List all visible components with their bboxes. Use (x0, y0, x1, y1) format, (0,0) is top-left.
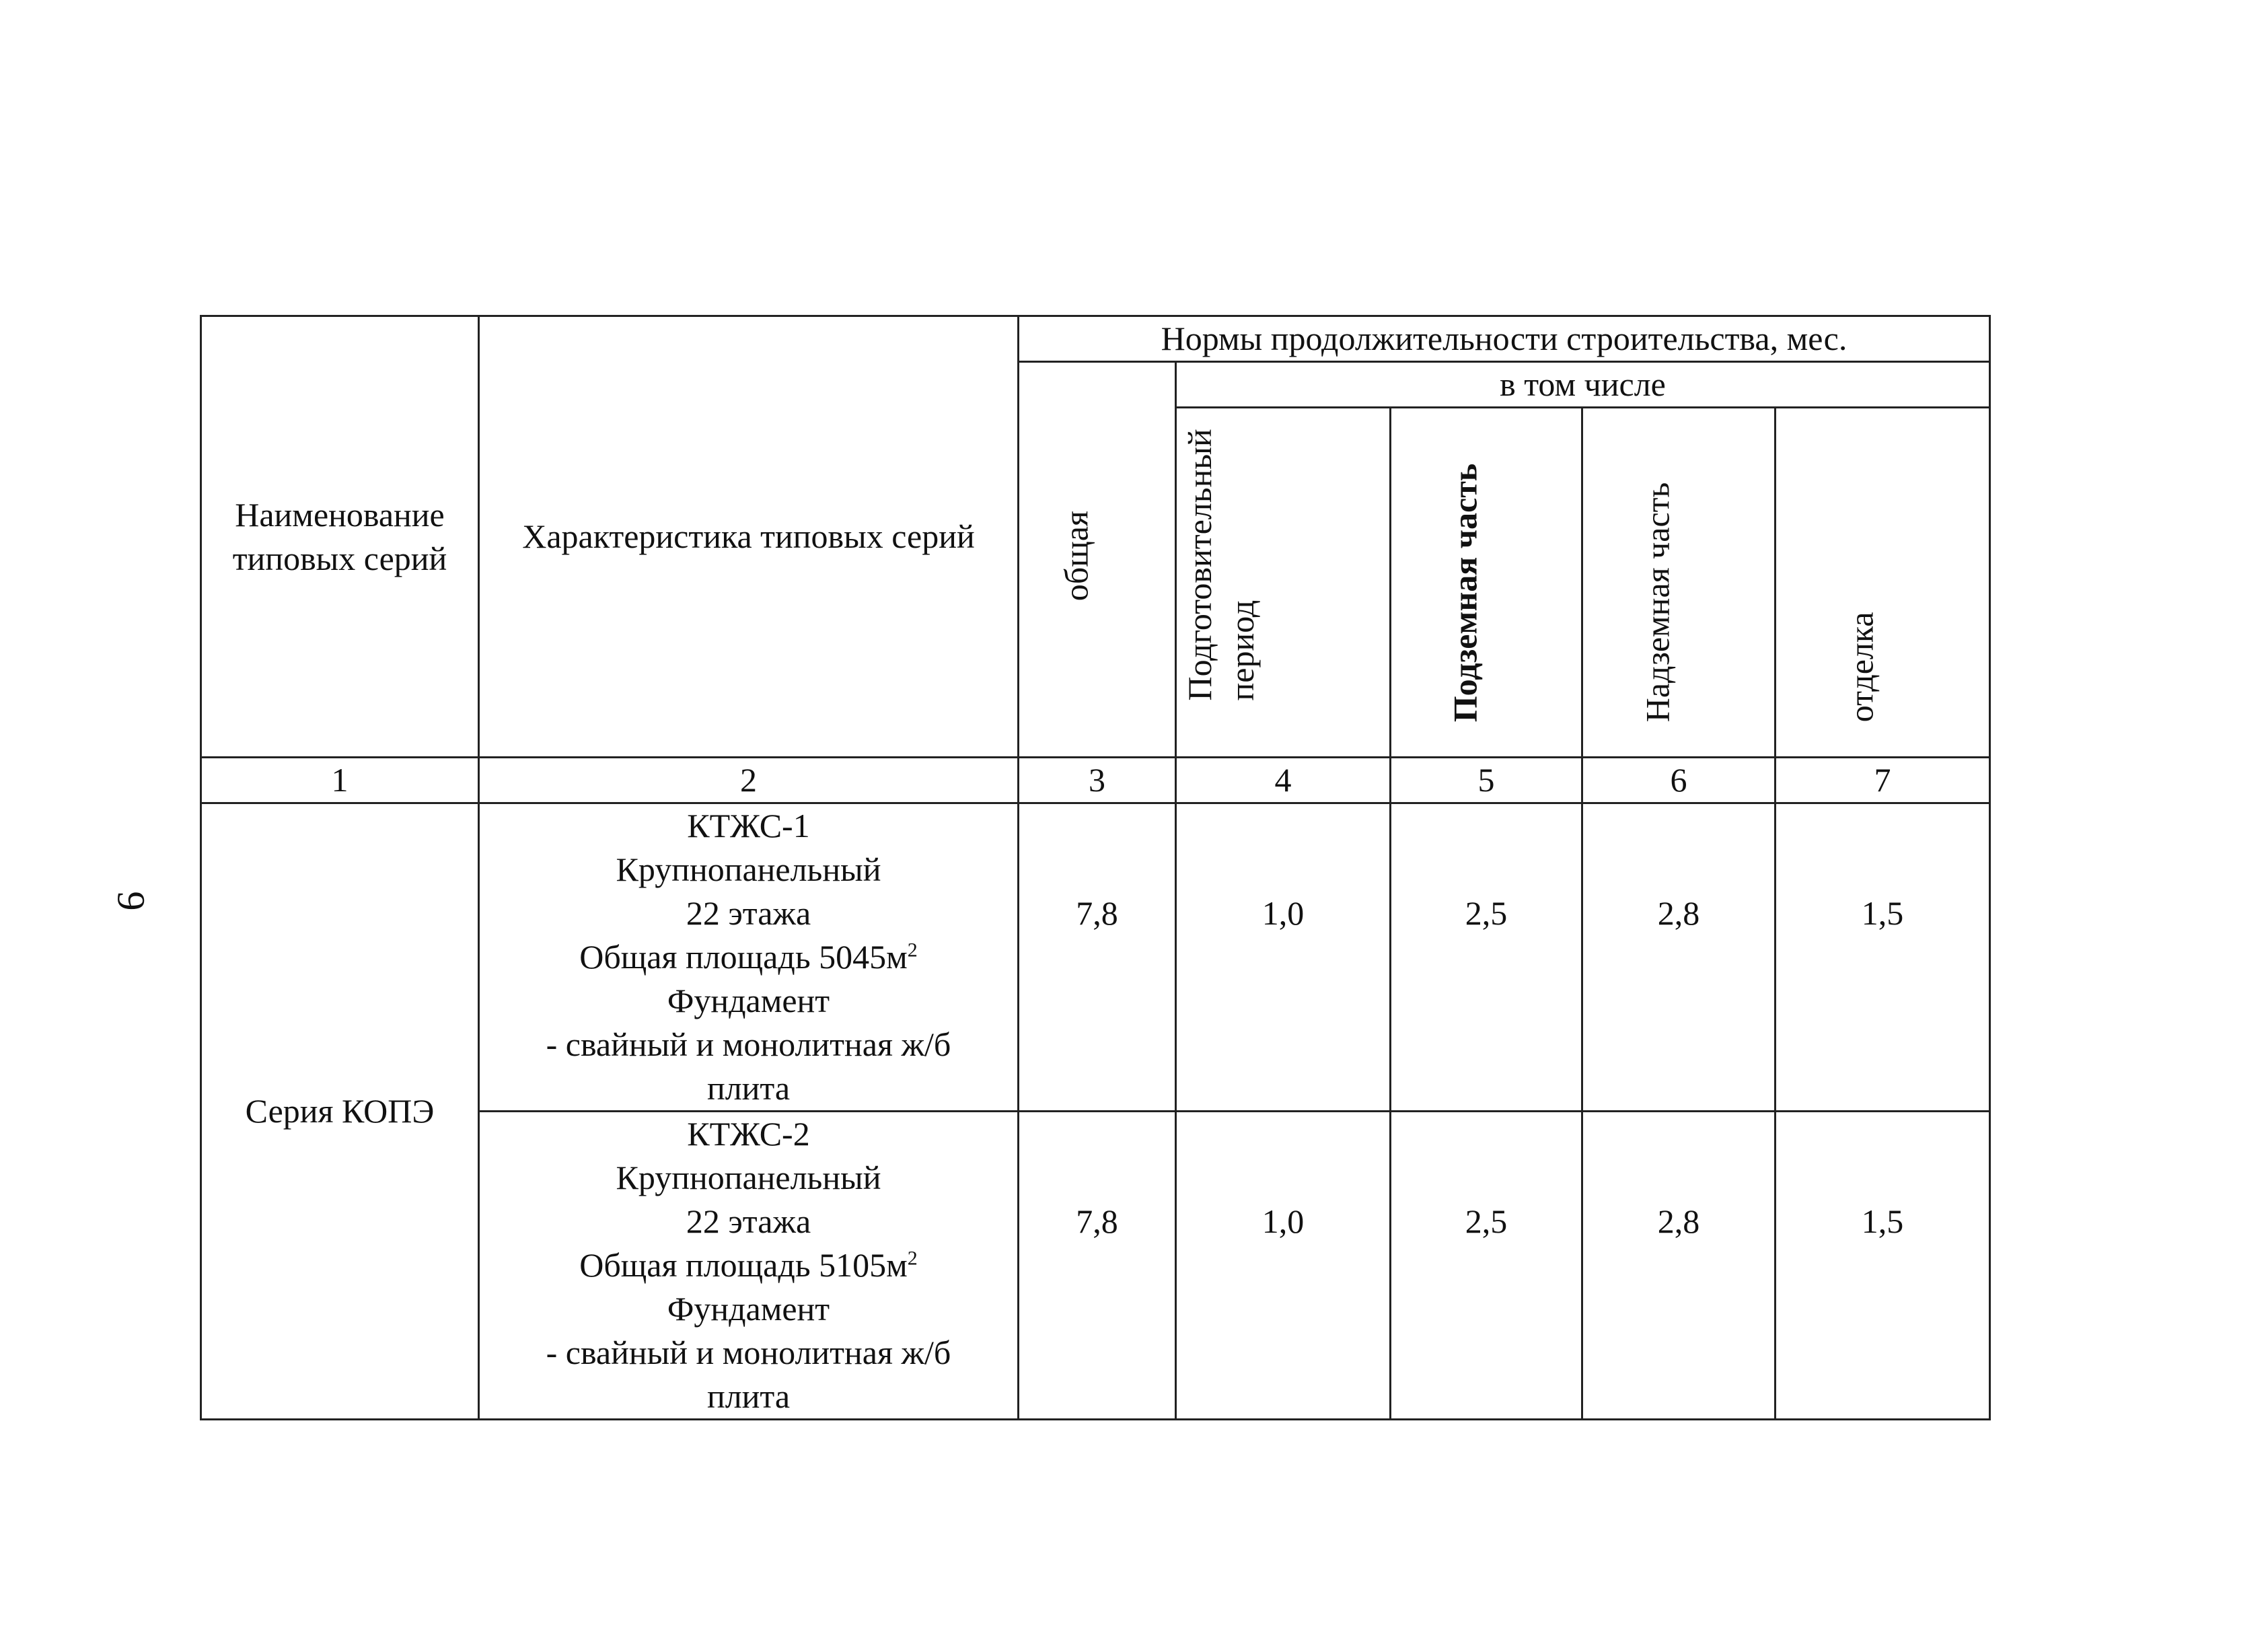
header-aboveground-part: Надземная часть (1582, 408, 1776, 758)
column-number: 5 (1391, 758, 1582, 803)
value-underground: 2,5 (1391, 1112, 1582, 1420)
header-including: в том числе (1176, 362, 1990, 408)
value-finishing: 1,5 (1776, 1112, 1990, 1420)
construction-norms-table (200, 315, 1991, 1420)
header-underground-part: Подземная часть (1391, 408, 1582, 758)
header-finishing: отделка (1776, 408, 1990, 758)
column-number-row (201, 758, 1990, 803)
column-number: 2 (479, 758, 1019, 803)
value-total: 7,8 (1019, 803, 1176, 1112)
column-number: 3 (1019, 758, 1176, 803)
column-number: 4 (1176, 758, 1391, 803)
value-total: 7,8 (1019, 1112, 1176, 1420)
series-characteristics-cell: КТЖС-1 Крупнопанельный 22 этажа Общая площадь $5045м^2$ Фундамент - свайный и монолитная ж/б плита (479, 803, 1019, 1112)
header-series-characteristics: Характеристика типовых серий (479, 316, 1019, 758)
value-aboveground: 2,8 (1582, 1112, 1776, 1420)
header-preparatory-period: Подготовительный период (1176, 408, 1391, 758)
table-row (201, 803, 1990, 1112)
column-number: 1 (201, 758, 479, 803)
value-preparatory: 1,0 (1176, 803, 1391, 1112)
value-preparatory: 1,0 (1176, 1112, 1391, 1420)
series-name-cell: Серия КОПЭ (201, 803, 479, 1420)
page-number: 9 (109, 891, 153, 911)
value-underground: 2,5 (1391, 803, 1582, 1112)
series-characteristics-cell: КТЖС-2 Крупнопанельный 22 этажа Общая площадь $5105м^2$ Фундамент - свайный и монолитная ж/б плита (479, 1112, 1019, 1420)
column-number: 6 (1582, 758, 1776, 803)
header-norms-title: Нормы продолжительности строительства, мес. (1019, 316, 1990, 362)
value-finishing: 1,5 (1776, 803, 1990, 1112)
column-number: 7 (1776, 758, 1990, 803)
value-aboveground: 2,8 (1582, 803, 1776, 1112)
header-series-name: Наименование типовых серий (201, 316, 479, 758)
header-total: общая (1019, 362, 1176, 758)
